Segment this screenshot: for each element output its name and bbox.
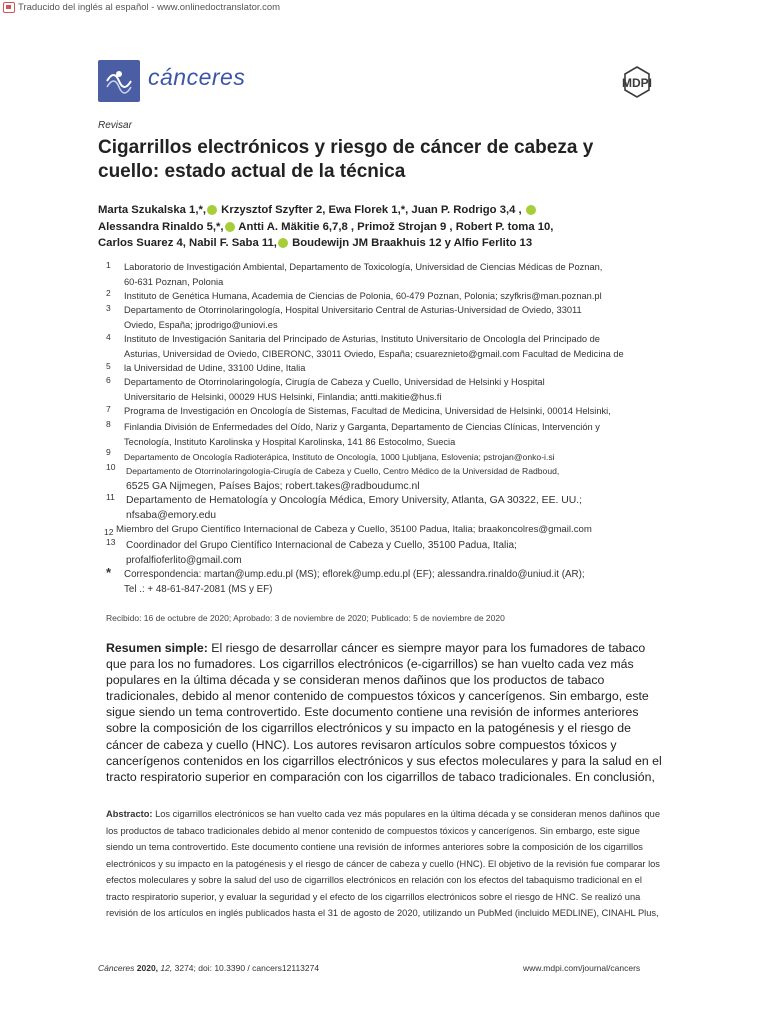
affiliation-line: Finlandia División de Enfermedades del Oído, Nariz y Garganta, Departamento de Ciencias Clínicas, Intervención y xyxy=(124,422,600,432)
abstract-label: Abstracto: xyxy=(106,809,153,819)
author: Carlos Suarez 4, xyxy=(98,237,186,249)
translate-icon xyxy=(3,2,15,13)
simple-summary-text: El riesgo de desarrollar cáncer es siempre mayor para los fumadores de tabaco que para los no fumadores. Los cigarrillos electrónicos (e-cigarrillos) se han vuelto cada vez más populares en la última década y se consideran menos dañinos que los productos de tabaco tradicionales, debido al menor contenido de compuestos tóxicos y cancerígenos. Sin embargo, este sigue siendo un tema controvertido. Este documento contiene una revisión de informes anteriores sobre la composición de los cigarrillos electrónicos y su impacto en la patogénesis y el riesgo de cáncer de cabeza y cuello (HNC). Los autores revisaron artículos sobre compuestos tóxicos y cancerígenos contenidos en los cigarrillos electrónicos y sus efectos moleculares y para la salud en el tracto respiratorio superior en comparación con los cigarrillos de tabaco tradicionales. En conclusión, xyxy=(106,641,662,784)
affiliation-number: 4 xyxy=(106,332,111,342)
affiliation-number: 13 xyxy=(106,537,116,547)
affiliation-line: 60-631 Poznan, Polonia xyxy=(124,276,224,287)
publication-dates: Recibido: 16 de octubre de 2020; Aprobado: 3 de noviembre de 2020; Publicado: 5 de noviembre de 2020 xyxy=(106,613,505,623)
abstract xyxy=(106,806,666,922)
affiliation-line: Departamento de Otorrinolaringología-Cirugía de Cabeza y Cuello, Centro Médico de la Universidad de Radboud, xyxy=(126,466,560,476)
affiliation-text xyxy=(124,260,664,289)
affiliation-line: Departamento de Hematología y Oncología Médica, Emory University, Atlanta, GA 30322, EE. UU.; xyxy=(126,495,583,506)
abstract-text: Los cigarrillos electrónicos se han vuelto cada vez más populares en la última década y se consideran menos dañinos que los productos de tabaco tradicionales debido al menor contenido de compuestos tóxicos y cancerígenos. Sin embargo, este sigue siendo un tema controvertido. Este documento contiene una revisión de informes anteriores sobre la composición de los cigarrillos electrónicos y su impacto en la patogénesis y el riesgo de cáncer de cabeza y cuello (HNC). El objetivo de la revisión fue comparar los efectos moleculares y sobre la salud del uso de cigarrillos electrónicos en relación con los efectos del tabaquismo tradicional en el tracto respiratorio superior, y evaluar la seguridad y el efecto de los cigarrillos electrónicos sobre el riesgo de HNC. Se realizó una revisión de los artículos en inglés publicados hasta el 31 de agosto de 2020, utilizando un PubMed (incluido MEDLINE), CINAHL Plus, xyxy=(106,809,660,918)
orcid-icon[interactable] xyxy=(207,205,217,215)
footer-year: 2020, xyxy=(136,963,159,973)
article-type: Revisar xyxy=(98,120,132,131)
affiliation-line: Oviedo, España; jprodrigo@uniovi.es xyxy=(124,319,278,330)
author: Ewa Florek 1,*, xyxy=(328,204,409,216)
affiliation-number: 8 xyxy=(106,419,111,429)
author-list xyxy=(98,202,638,252)
footer-doi: 3274; doi: 10.3390 / cancers12113274 xyxy=(174,963,320,973)
affiliation-line: nfsaba@emory.edu xyxy=(126,510,217,521)
author: Nabil F. Saba 11, xyxy=(189,237,277,249)
affiliation-line: Departamento de Otorrinolaringología, Hospital Universitario Central de Asturias-Universidad de Oviedo, 33011 xyxy=(124,305,582,315)
affiliation-number: * xyxy=(106,565,112,580)
translator-banner[interactable] xyxy=(0,0,280,14)
author: Robert P. toma 10, xyxy=(455,220,554,233)
journal-name: cánceres xyxy=(148,64,246,90)
orcid-icon[interactable] xyxy=(526,205,536,215)
affiliation-text xyxy=(124,567,664,597)
affiliation-number: 10 xyxy=(106,462,116,472)
affiliation-number: 6 xyxy=(106,375,111,385)
author: Primož Strojan 9 , xyxy=(357,220,453,233)
affiliation-text xyxy=(124,420,664,449)
affiliation-text: Instituto de Genética Humana, Academia de Ciencias de Polonia, 60-479 Poznan, Polonia; szyfkris@man.poznan.pl xyxy=(124,291,602,301)
affiliation-line: Asturias, Universidad de Oviedo, CIBERONC, 33011 Oviedo, España; csuareznieto@gmail.com Facultad de Medicina de xyxy=(124,348,624,359)
affiliation-line: 6525 GA Nijmegen, Países Bajos; robert.takes@radboudumc.nl xyxy=(126,480,420,492)
author: Alessandra Rinaldo 5,*, xyxy=(98,220,224,233)
orcid-icon[interactable] xyxy=(278,238,288,248)
translator-text[interactable]: Traducido del inglés al español - www.onlinedoctranslator.com xyxy=(18,1,281,13)
mdpi-logo-text: MDPI xyxy=(622,76,652,90)
author: y Alfio Ferlito 13 xyxy=(444,237,533,249)
paper-title: Cigarrillos electrónicos y riesgo de cáncer de cabeza y cuello: estado actual de la técnica xyxy=(98,137,594,182)
affiliation-line: Tecnología, Instituto Karolinska y Hospital Karolinska, 141 86 Estocolmo, Suecia xyxy=(124,436,456,447)
affiliation-number: 7 xyxy=(106,404,111,414)
affiliation-line: Universitario de Helsinki, 00029 HUS Helsinki, Finlandia; antti.makitie@hus.fi xyxy=(124,391,442,402)
affiliation-number: 3 xyxy=(106,303,111,313)
affiliation-text xyxy=(126,464,666,494)
footer-journal: Cánceres xyxy=(98,963,135,973)
affiliation-text xyxy=(126,493,666,523)
author: Krzysztof Szyfter 2, xyxy=(221,204,326,216)
author: Marta Szukalska 1,*, xyxy=(98,204,207,216)
affiliation-number: 12 xyxy=(104,527,114,537)
affiliation-text xyxy=(124,332,664,361)
affiliation-text: la Universidad de Udine, 33100 Udine, Italia xyxy=(124,363,306,373)
affiliation-line: Departamento de Otorrinolaringología, Cirugía de Cabeza y Cuello, Universidad de Helsinki y Hospital xyxy=(124,377,545,387)
author: Juan P. Rodrigo 3,4 , xyxy=(411,204,522,216)
journal-url[interactable]: www.mdpi.com/journal/cancers xyxy=(523,963,641,973)
affiliation-text: Departamento de Oncología Radioterápica, Instituto de Oncología, 1000 Ljubljana, Eslovenia; pstrojan@onko-i.si xyxy=(124,452,555,462)
affiliation-text xyxy=(126,538,666,568)
affiliation-number: 1 xyxy=(106,260,111,270)
affiliation-number: 9 xyxy=(106,447,111,457)
affiliation-number: 5 xyxy=(106,361,111,371)
mdpi-logo xyxy=(612,66,662,98)
affiliation-text: Miembro del Grupo Científico Internacional de Cabeza y Cuello, 35100 Padua, Italia; braakoncolres@gmail.com xyxy=(116,524,592,535)
citation-footer xyxy=(98,963,319,973)
affiliation-number: 2 xyxy=(106,288,111,298)
journal-logo-icon xyxy=(98,60,140,102)
author: Boudewijn JM Braakhuis 12 xyxy=(292,237,442,249)
affiliation-text: Programa de Investigación en Oncología de Sistemas, Facultad de Medicina, Universidad de Helsinki, 00014 Helsinki, xyxy=(124,406,611,416)
author: Antti A. Mäkitie 6,7,8 , xyxy=(238,220,355,233)
simple-summary xyxy=(106,640,666,785)
affiliation-line: Tel .: + 48-61-847-2081 (MS y EF) xyxy=(124,584,273,595)
affiliation-line: profalfioferlito@gmail.com xyxy=(126,555,242,566)
affiliation-line: Coordinador del Grupo Científico Internacional de Cabeza y Cuello, 35100 Padua, Italia; xyxy=(126,540,517,551)
affiliation-line: Instituto de Investigación Sanitaria del Principado de Asturias, Instituto Universitario de OncologIa del Principado de xyxy=(124,334,600,344)
footer-volume: 12, xyxy=(160,963,173,973)
affiliation-text xyxy=(124,303,664,332)
simple-summary-label: Resumen simple: xyxy=(106,641,208,655)
affiliation-line: Correspondencia: martan@ump.edu.pl (MS); eflorek@ump.edu.pl (EF); alessandra.rinaldo@uniud.it (AR); xyxy=(124,569,585,580)
orcid-icon[interactable] xyxy=(225,222,235,232)
affiliation-text xyxy=(124,375,664,404)
affiliation-number: 11 xyxy=(106,492,115,502)
affiliation-line: Laboratorio de Investigación Ambiental, Departamento de Toxicología, Universidad de Ciencias Médicas de Poznan, xyxy=(124,262,603,272)
